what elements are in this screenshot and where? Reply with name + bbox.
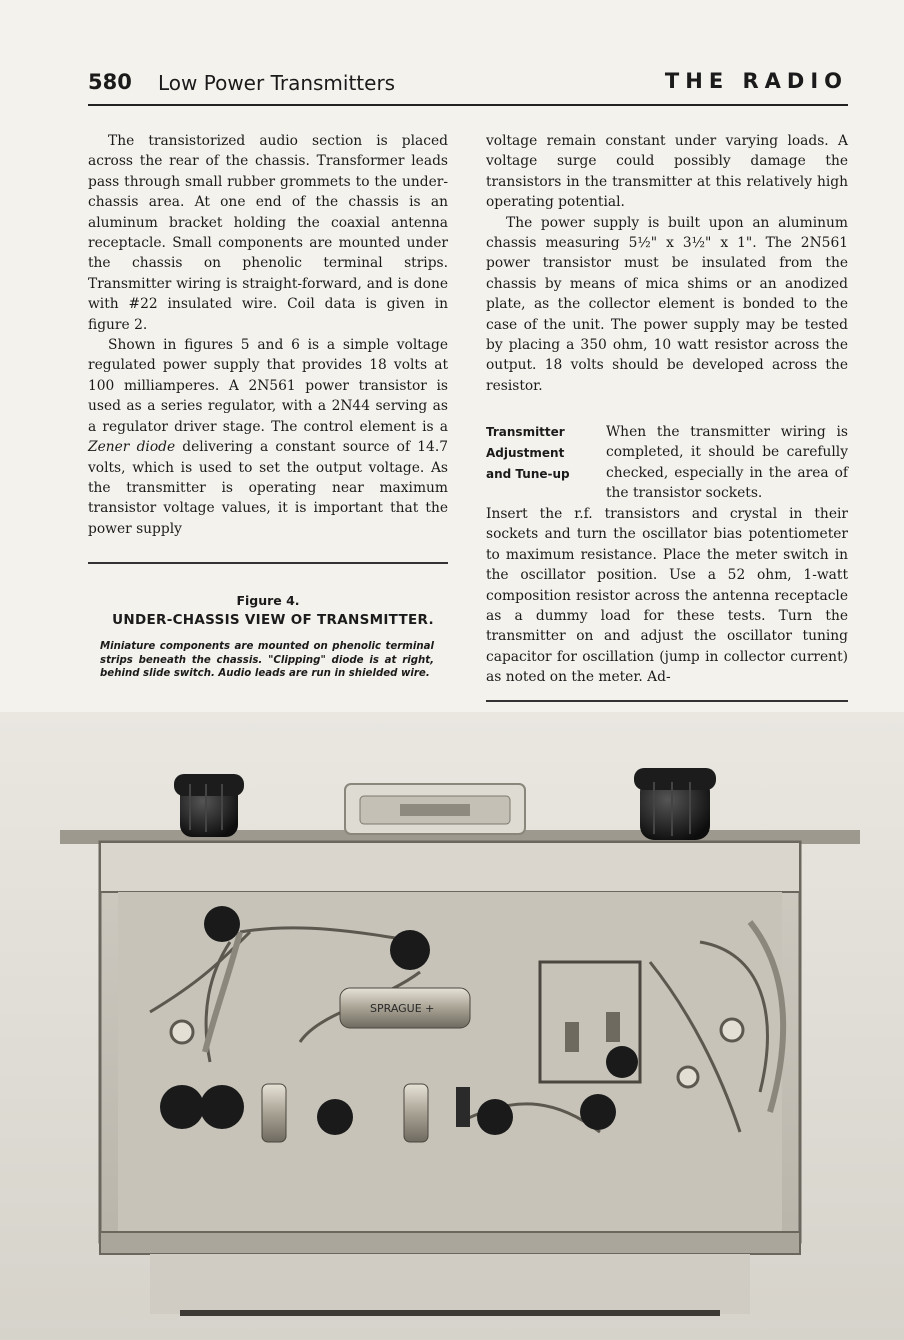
resistor-2 (606, 1012, 620, 1042)
section-title: Low Power Transmitters (158, 71, 396, 95)
under-chassis-photo (0, 712, 904, 1340)
socket-right-upper (606, 1046, 638, 1078)
figure-label: Figure 4. (236, 593, 300, 608)
subhead-line-2: Adjustment (486, 446, 565, 460)
resistor-1 (565, 1022, 579, 1052)
subhead-line-1: Transmitter (486, 425, 565, 439)
figure-title: UNDER-CHASSIS VIEW OF TRANSMITTER. (112, 612, 434, 628)
diode (456, 1087, 470, 1127)
zener-diode-term: Zener diode (88, 439, 176, 456)
book-title: THE RADIO (664, 69, 848, 93)
left-paragraph-1: The transistorized audio section is placed across the rear of the chassis. Transformer leads pass through small rubber grommets to the under-chassis area. At one end of the chassis is an aluminum bracket holding the coaxial antenna receptacle. Small components are mounted under the chassis on phenolic terminal strips. Transmitter wiring is straight-forward, and is done with #22 insulated wire. Coil data is given in figure 2. (88, 133, 448, 333)
meter-window (345, 784, 525, 834)
chassis-floor (118, 892, 782, 1232)
left-column (88, 131, 448, 539)
chassis-back-wall (100, 842, 800, 892)
page-number: 580 (88, 70, 132, 94)
subhead-paragraph: When the transmitter wiring is completed, it should be carefully checked, especially in the area of the transistor sockets. (606, 424, 848, 502)
socket-center-1 (317, 1099, 353, 1135)
subhead-line-3: and Tune-up (486, 467, 570, 481)
left-paragraph-2 (88, 335, 448, 539)
front-panel-shadow (180, 1310, 720, 1316)
socket-top-center (390, 930, 430, 970)
header-rule (88, 104, 848, 106)
right-column-bottom (486, 504, 848, 688)
figure-caption: Miniature components are mounted on phenolic terminal strips beneath the chassis. "Clipping" diode is at right, behind slide switch. Audio leads are run in shielded wire. (100, 641, 434, 680)
right-column-top (486, 131, 848, 396)
subhead-transmitter-adjustment (486, 422, 596, 485)
socket-right (580, 1094, 616, 1130)
right-column-rule (486, 700, 848, 702)
left-column-rule (88, 562, 448, 564)
socket-left-1 (160, 1085, 204, 1129)
left-knob (174, 774, 244, 837)
page-header (88, 68, 848, 102)
chassis-front-lip (100, 1232, 800, 1254)
socket-top-left (204, 906, 240, 942)
right-knob (634, 768, 716, 840)
electrolytic-capacitor-2 (404, 1084, 428, 1142)
capacitor-marking: SPRAGUE + (370, 1002, 435, 1015)
socket-center-2 (477, 1099, 513, 1135)
left-paragraph-2b: delivering a constant source of 14.7 volts, which is used to set the output voltage. As the transmitter is operating near maximum transistor voltage values, it is important that the power supply (88, 439, 448, 537)
right-paragraph-1: voltage remain constant under varying loads. A voltage surge could possibly damage the transistors in the transmitter at this relatively high operating potential. (486, 133, 848, 211)
front-panel-edge (150, 1254, 750, 1314)
right-paragraph-3: Insert the r.f. transistors and crystal in their sockets and turn the oscillator bias potentiometer to maximum resistance. Place the meter switch in the oscillator position. Use a 52 ohm, 1-watt composition resistor across the antenna receptacle as a dummy load for these tests. Turn the transmitter on and adjust the oscillator tuning capacitor for oscillation (jump in collector current) as noted on the meter. Ad- (486, 506, 848, 686)
right-paragraph-2: The power supply is built upon an aluminum chassis measuring 5½" x 3½" x 1". The 2N561 power transistor must be insulated from the chassis by means of mica shims or an anodized plate, as the collector element is bonded to the case of the unit. The power supply may be tested by placing a 350 ohm, 10 watt resistor across the output. 18 volts should be developed across the resistor. (486, 214, 848, 394)
socket-left-2 (200, 1085, 244, 1129)
electrolytic-capacitor-1 (262, 1084, 286, 1142)
sprague-capacitor (340, 988, 470, 1028)
left-paragraph-2a: Shown in figures 5 and 6 is a simple voltage regulated power supply that provides 18 volts at 100 milliamperes. A 2N561 power transistor is used as a series regulator, with a 2N44 serving as a regulator driver stage. The control element is a (88, 337, 448, 435)
